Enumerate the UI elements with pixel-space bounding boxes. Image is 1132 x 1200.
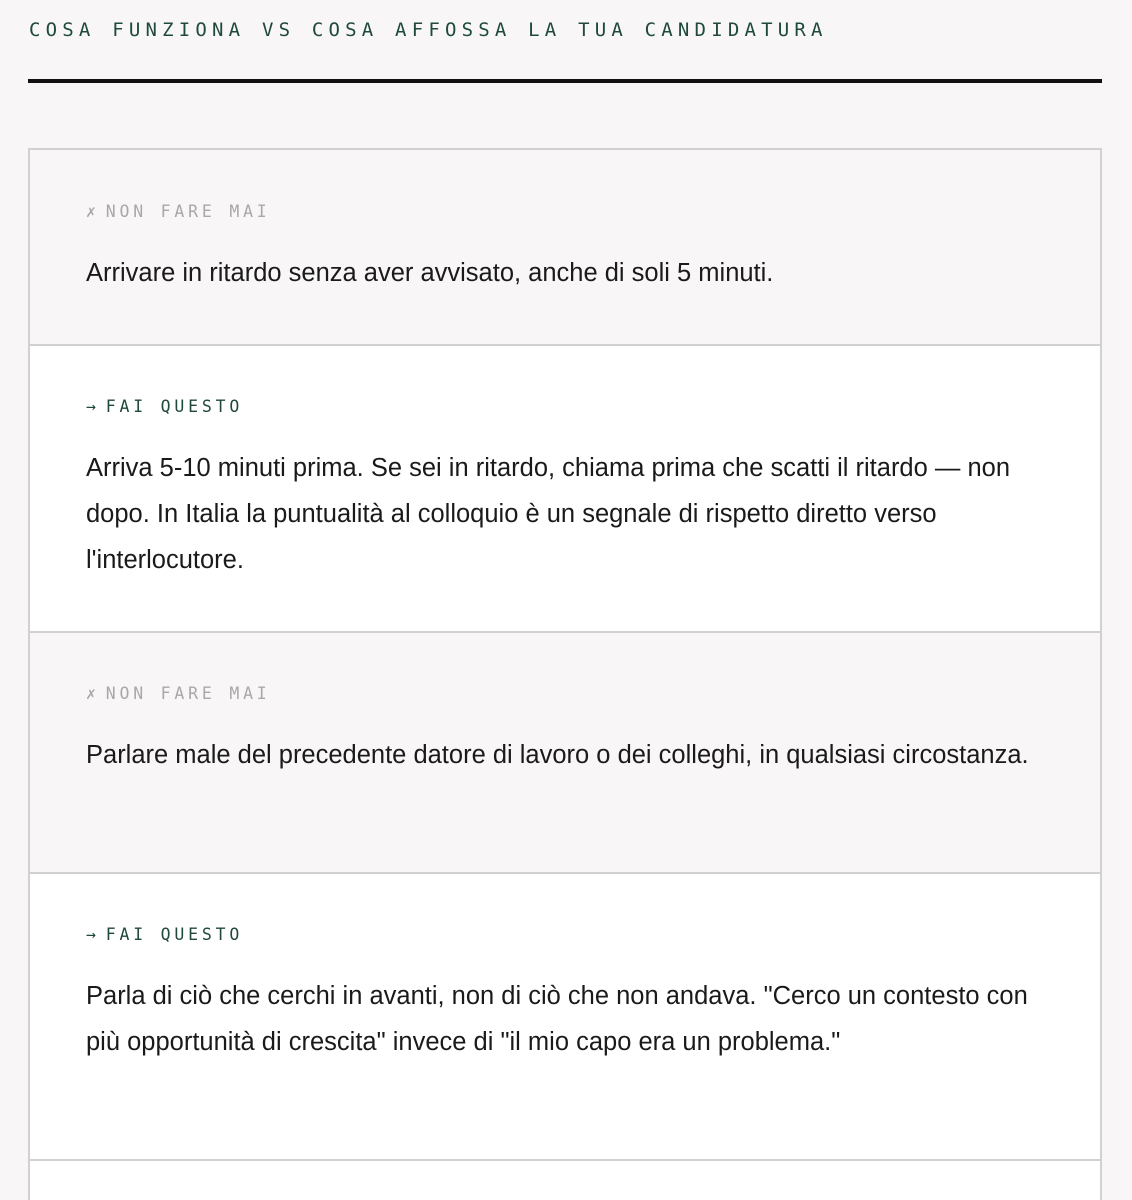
do-text: Parla di ciò che cerchi in avanti, non di ciò che non andava. "Cerco un contesto con più opportunità di crescita" invece di "il mio capo era un problema.": [86, 982, 1028, 1056]
cross-icon: ✗: [86, 202, 100, 221]
dont-label-text: NON FARE MAI: [105, 684, 271, 703]
do-text: Arriva 5-10 minuti prima. Se sei in ritardo, chiama prima che scatti il ritardo — non dopo. In Italia la puntualità al colloquio è un segnale di rispetto diretto verso l'interlocutore.: [86, 454, 1011, 574]
next-card: [30, 1161, 1100, 1200]
do-card: [30, 874, 1100, 1161]
dont-label-text: NON FARE MAI: [105, 202, 271, 221]
dont-label: [86, 202, 271, 221]
dont-label: [86, 684, 271, 703]
advice-list: [28, 148, 1102, 1200]
dont-card: [30, 150, 1100, 346]
arrow-right-icon: →: [86, 397, 100, 416]
section-title: COSA FUNZIONA VS COSA AFFOSSA LA TUA CANDIDATURA: [29, 19, 828, 41]
cross-icon: ✗: [86, 684, 100, 703]
do-label-text: FAI QUESTO: [105, 397, 244, 416]
dont-text: Parlare male del precedente datore di lavoro o dei colleghi, in qualsiasi circostanza.: [86, 741, 1029, 769]
dont-card: [30, 633, 1100, 874]
arrow-right-icon: →: [86, 925, 100, 944]
do-label-text: FAI QUESTO: [105, 925, 244, 944]
title-divider: [28, 79, 1102, 83]
dont-text: Arrivare in ritardo senza aver avvisato, anche di soli 5 minuti.: [86, 259, 774, 287]
do-card: [30, 346, 1100, 633]
do-label: [86, 397, 243, 416]
do-label: [86, 925, 243, 944]
